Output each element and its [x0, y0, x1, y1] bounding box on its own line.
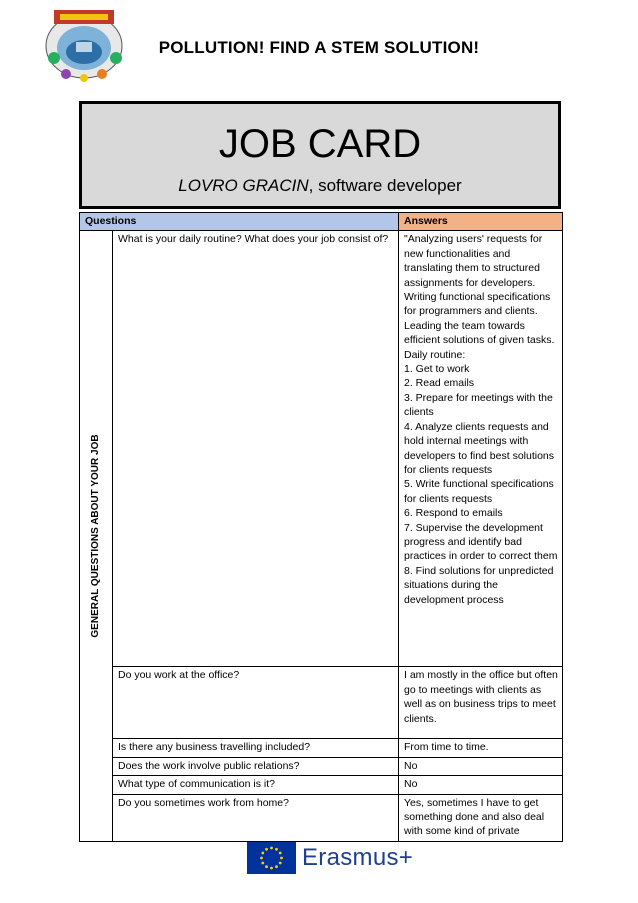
answers-header: Answers — [399, 213, 563, 231]
question-cell: What type of communication is it? — [113, 776, 399, 794]
section-label: GENERAL QUESTIONS ABOUT YOUR JOB — [89, 434, 101, 638]
answer-cell: "Analyzing users' requests for new functionalities and translating them to structured assignments for developers. Writing functional specifications for programmers and clients. Leading the team towards efficient solutions of given tasks. Daily routine: 1. Get to work 2. Read emails 3. Prepare for meetings with the clients 4. Analyze clients requests and hold internal meetings with developers to find best solutions for clients requests 5. Write functional specifications for clients requests 6. Respond to emails 7. Supervise the development progress and identify bad practices in order to correct them 8. Find solutions for unpredicted situations during the development process — [399, 231, 563, 667]
answer-cell: No — [399, 776, 563, 794]
table-row — [80, 667, 563, 739]
person-name: LOVRO GRACIN — [178, 176, 309, 195]
table-row — [80, 794, 563, 841]
question-cell: Do you work at the office? — [113, 667, 399, 739]
card-subtitle — [82, 176, 558, 196]
question-cell: Is there any business travelling included? — [113, 739, 399, 757]
table-row — [80, 757, 563, 775]
eu-flag-icon — [247, 842, 296, 874]
question-cell: What is your daily routine? What does your job consist of? — [113, 231, 399, 667]
table-row — [80, 739, 563, 757]
erasmus-footer — [247, 838, 414, 878]
table-row — [80, 776, 563, 794]
job-card-table — [79, 212, 563, 842]
answer-cell: I am mostly in the office but often go to meetings with clients as well as on business trips to meet clients. — [399, 667, 563, 739]
question-cell: Do you sometimes work from home? — [113, 794, 399, 841]
question-cell: Does the work involve public relations? — [113, 757, 399, 775]
questions-header: Questions — [80, 213, 399, 231]
answer-cell: From time to time. — [399, 739, 563, 757]
person-role: , software developer — [308, 176, 462, 195]
answer-cell: Yes, sometimes I have to get something done and also deal with some kind of private — [399, 794, 563, 841]
job-card-banner — [79, 101, 561, 209]
table-row — [80, 231, 563, 667]
section-label-cell — [80, 231, 113, 841]
page-title: POLLUTION! FIND A STEM SOLUTION! — [158, 38, 480, 57]
answer-cell: No — [399, 757, 563, 775]
erasmus-wordmark: Erasmus+ — [302, 844, 414, 871]
card-title: JOB CARD — [218, 122, 422, 166]
